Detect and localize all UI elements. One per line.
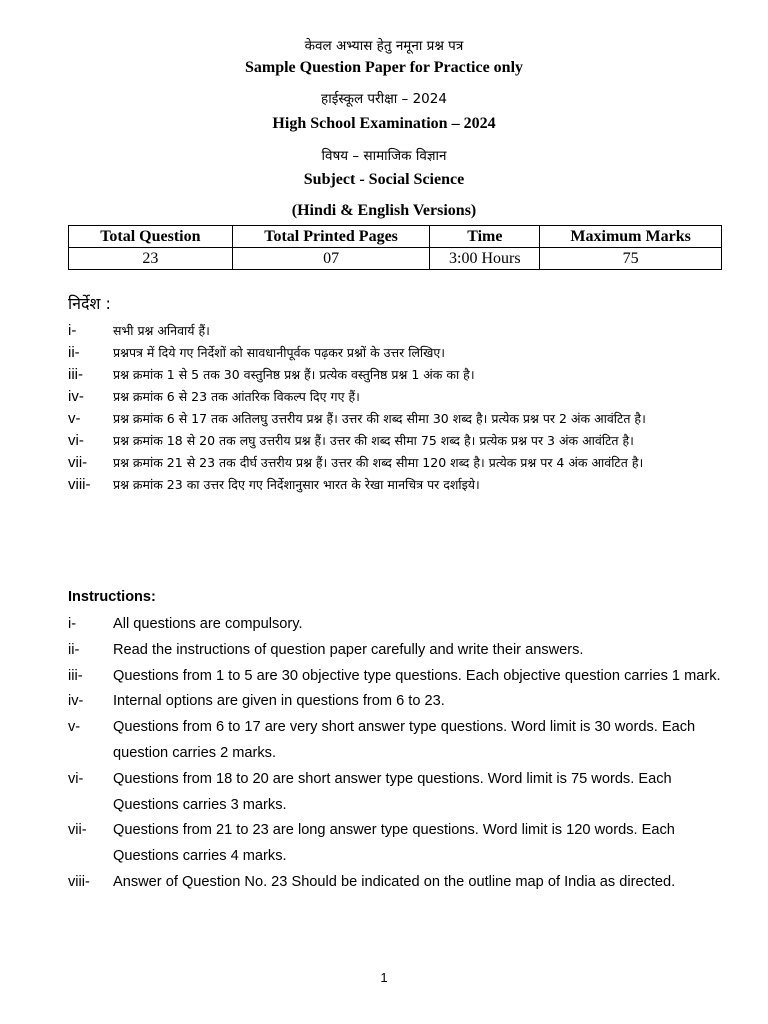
item-text: Questions from 6 to 17 are very short answer type questions. Word limit is 30 words. Each question carries 2 marks. xyxy=(113,719,696,761)
item-number: v- xyxy=(68,410,81,427)
list-item xyxy=(68,386,728,408)
list-item xyxy=(68,818,728,870)
list-item xyxy=(68,408,728,430)
item-number: vi- xyxy=(68,770,84,787)
item-number: v- xyxy=(68,719,81,736)
item-text: Internal options are given in questions from 6 to 23. xyxy=(113,693,445,710)
item-number: vi- xyxy=(68,432,84,449)
exam-info-header-row xyxy=(69,226,722,248)
item-number: vii- xyxy=(68,454,88,471)
item-number: iv- xyxy=(68,693,84,710)
list-item xyxy=(68,767,728,819)
subject-english: Subject - Social Science xyxy=(303,171,465,188)
list-item xyxy=(68,364,728,386)
item-number: ii- xyxy=(68,641,80,658)
item-text: All questions are compulsory. xyxy=(113,616,303,632)
exam-name-hindi: हाईस्कूल परीक्षा – 2024 xyxy=(321,91,447,107)
value-total-pages: 07 xyxy=(232,248,430,270)
item-number: iii- xyxy=(68,366,83,383)
item-text: Questions from 1 to 5 are 30 objective type questions. Each objective question carries 1 mark. xyxy=(113,667,721,684)
item-number: ii- xyxy=(68,344,80,361)
item-text: Read the instructions of question paper carefully and write their answers. xyxy=(113,641,584,658)
item-number: iv- xyxy=(68,388,84,405)
item-text: Questions from 18 to 20 are short answer type questions. Word limit is 75 words. Each Questions carries 3 marks. xyxy=(113,770,672,813)
item-text: प्रश्न क्रमांक 23 का उत्तर दिए गए निर्देशानुसार भारत के रेखा मानचित्र पर दर्शाइये। xyxy=(113,477,480,492)
item-number: i- xyxy=(68,322,77,339)
list-item xyxy=(68,430,728,452)
value-maximum-marks: 75 xyxy=(540,248,722,270)
header-total-question: Total Question xyxy=(69,226,233,248)
english-instructions-list xyxy=(68,612,728,896)
list-item xyxy=(68,452,728,474)
title-english: Sample Question Paper for Practice only xyxy=(244,59,524,76)
value-time: 3:00 Hours xyxy=(430,248,540,270)
page-number: 1 xyxy=(380,970,388,985)
item-number: viii- xyxy=(68,476,91,493)
item-text: Questions from 21 to 23 are long answer type questions. Word limit is 120 words. Each Questions carries 4 marks. xyxy=(113,822,675,865)
item-text: प्रश्न क्रमांक 21 से 23 तक दीर्घ उत्तरीय प्रश्न हैं। उत्तर की शब्द सीमा 120 शब्द है। प्रत्येक प्रश्न पर 4 अंक आवंटित है। xyxy=(113,455,644,470)
item-text: प्रश्न क्रमांक 18 से 20 तक लघु उत्तरीय प्रश्न हैं। उत्तर की शब्द सीमा 75 शब्द है। प्रत्येक प्रश्न पर 3 अंक आवंटित है। xyxy=(113,433,634,448)
item-text: प्रश्नपत्र में दिये गए निर्देशों को सावधानीपूर्वक पढ़कर प्रश्नों के उत्तर लिखिए। xyxy=(113,345,446,360)
header-time: Time xyxy=(430,226,540,248)
item-number: i- xyxy=(68,616,77,632)
list-item xyxy=(68,689,728,715)
item-text: Answer of Question No. 23 Should be indicated on the outline map of India as directed. xyxy=(113,873,676,890)
item-text: प्रश्न क्रमांक 6 से 23 तक आंतरिक विकल्प दिए गए हैं। xyxy=(113,389,360,404)
item-text: प्रश्न क्रमांक 6 से 17 तक अतिलघु उत्तरीय प्रश्न हैं। उत्तर की शब्द सीमा 30 शब्द है। प्रत्येक प्रश्न पर 2 अंक आवंटित है। xyxy=(113,411,646,426)
value-total-question: 23 xyxy=(69,248,233,270)
list-item xyxy=(68,612,728,638)
header-maximum-marks: Maximum Marks xyxy=(540,226,722,248)
item-text: सभी प्रश्न अनिवार्य हैं। xyxy=(113,323,210,338)
list-item xyxy=(68,664,728,690)
list-item xyxy=(68,342,728,364)
exam-info-value-row xyxy=(69,248,722,270)
list-item xyxy=(68,715,728,767)
versions-note: (Hindi & English Versions) xyxy=(291,202,477,219)
exam-info-table xyxy=(68,225,722,270)
title-hindi: केवल अभ्यास हेतु नमूना प्रश्न पत्र xyxy=(304,38,464,54)
header-total-pages: Total Printed Pages xyxy=(232,226,430,248)
hindi-instructions-list xyxy=(68,320,728,496)
list-item xyxy=(68,474,728,496)
item-text: प्रश्न क्रमांक 1 से 5 तक 30 वस्तुनिष्ठ प्रश्न हैं। प्रत्येक वस्तुनिष्ठ प्रश्न 1 अंक का है। xyxy=(113,367,475,382)
list-item xyxy=(68,320,728,342)
exam-name-english: High School Examination – 2024 xyxy=(272,115,496,132)
english-instructions-heading: Instructions: xyxy=(68,589,156,605)
list-item xyxy=(68,870,728,896)
list-item xyxy=(68,638,728,664)
item-number: iii- xyxy=(68,667,83,684)
item-number: vii- xyxy=(68,822,87,839)
subject-hindi: विषय – सामाजिक विज्ञान xyxy=(321,148,447,164)
item-number: viii- xyxy=(68,873,90,890)
hindi-instructions-heading: निर्देश : xyxy=(68,294,111,313)
